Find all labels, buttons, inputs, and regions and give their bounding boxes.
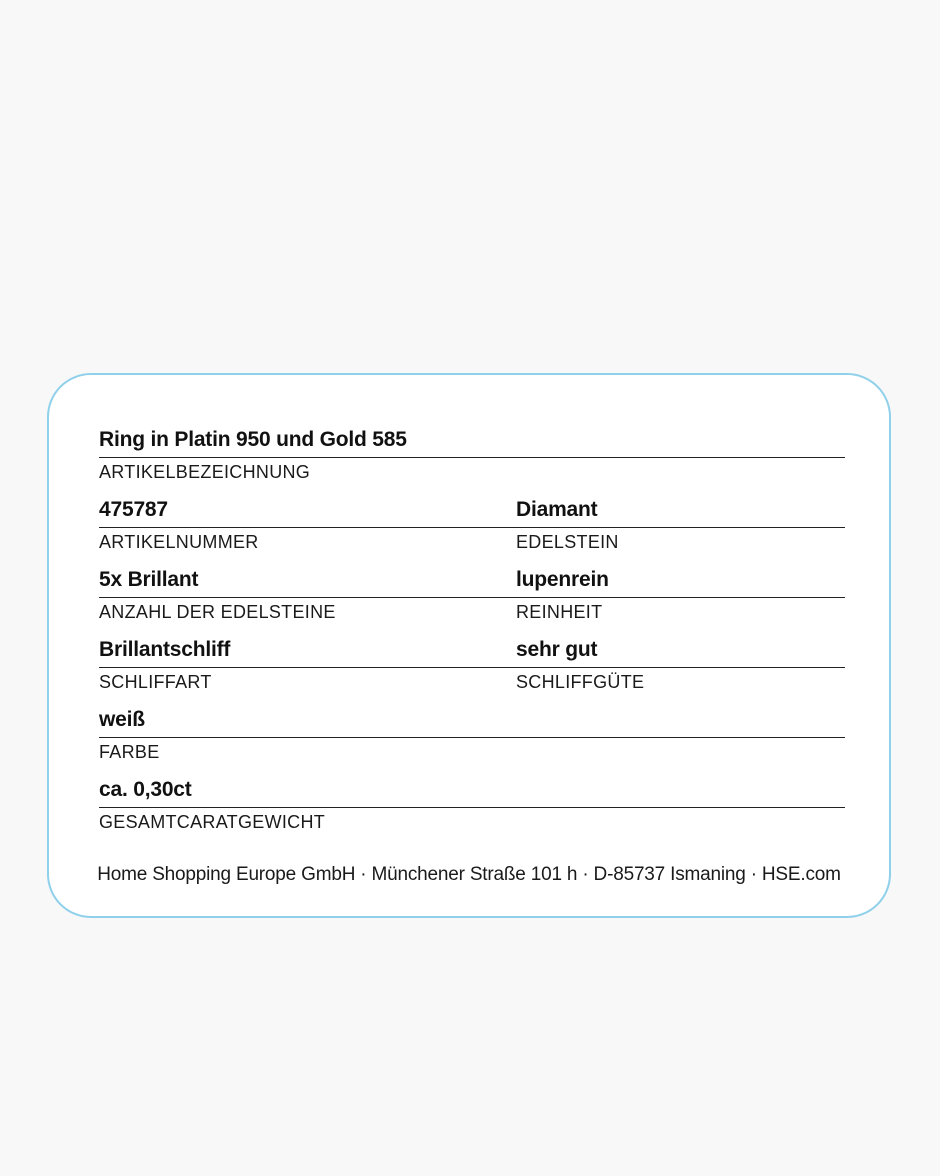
total-carat-value: ca. 0,30ct bbox=[99, 778, 192, 801]
certificate-card bbox=[47, 373, 891, 918]
divider bbox=[99, 737, 845, 738]
article-name-value: Ring in Platin 950 und Gold 585 bbox=[99, 428, 407, 451]
clarity-value: lupenrein bbox=[516, 568, 609, 591]
article-number-label: ARTIKELNUMMER bbox=[99, 532, 259, 552]
cut-quality-label: SCHLIFFGÜTE bbox=[516, 672, 645, 692]
divider bbox=[99, 807, 845, 808]
clarity-label: REINHEIT bbox=[516, 602, 603, 622]
divider bbox=[99, 457, 845, 458]
gemstone-value: Diamant bbox=[516, 498, 598, 521]
color-value: weiß bbox=[99, 708, 145, 731]
cut-type-value: Brillantschliff bbox=[99, 638, 231, 661]
gemstone-count-label: ANZAHL DER EDELSTEINE bbox=[99, 602, 336, 622]
gemstone-count-value: 5x Brillant bbox=[99, 568, 199, 591]
article-name-label: ARTIKELBEZEICHNUNG bbox=[99, 462, 311, 482]
divider bbox=[516, 667, 845, 668]
divider bbox=[99, 597, 516, 598]
color-label: FARBE bbox=[99, 742, 160, 762]
cut-type-label: SCHLIFFART bbox=[99, 672, 212, 692]
divider bbox=[99, 667, 516, 668]
divider bbox=[516, 597, 845, 598]
company-footer: Home Shopping Europe GmbH · Münchener Straße 101 h · D-85737 Ismaning · HSE.com bbox=[97, 864, 841, 885]
divider bbox=[516, 527, 845, 528]
cut-quality-value: sehr gut bbox=[516, 638, 598, 661]
total-carat-label: GESAMTCARATGEWICHT bbox=[99, 812, 326, 832]
divider bbox=[99, 527, 516, 528]
article-number-value: 475787 bbox=[99, 498, 168, 521]
gemstone-label: EDELSTEIN bbox=[516, 532, 619, 552]
